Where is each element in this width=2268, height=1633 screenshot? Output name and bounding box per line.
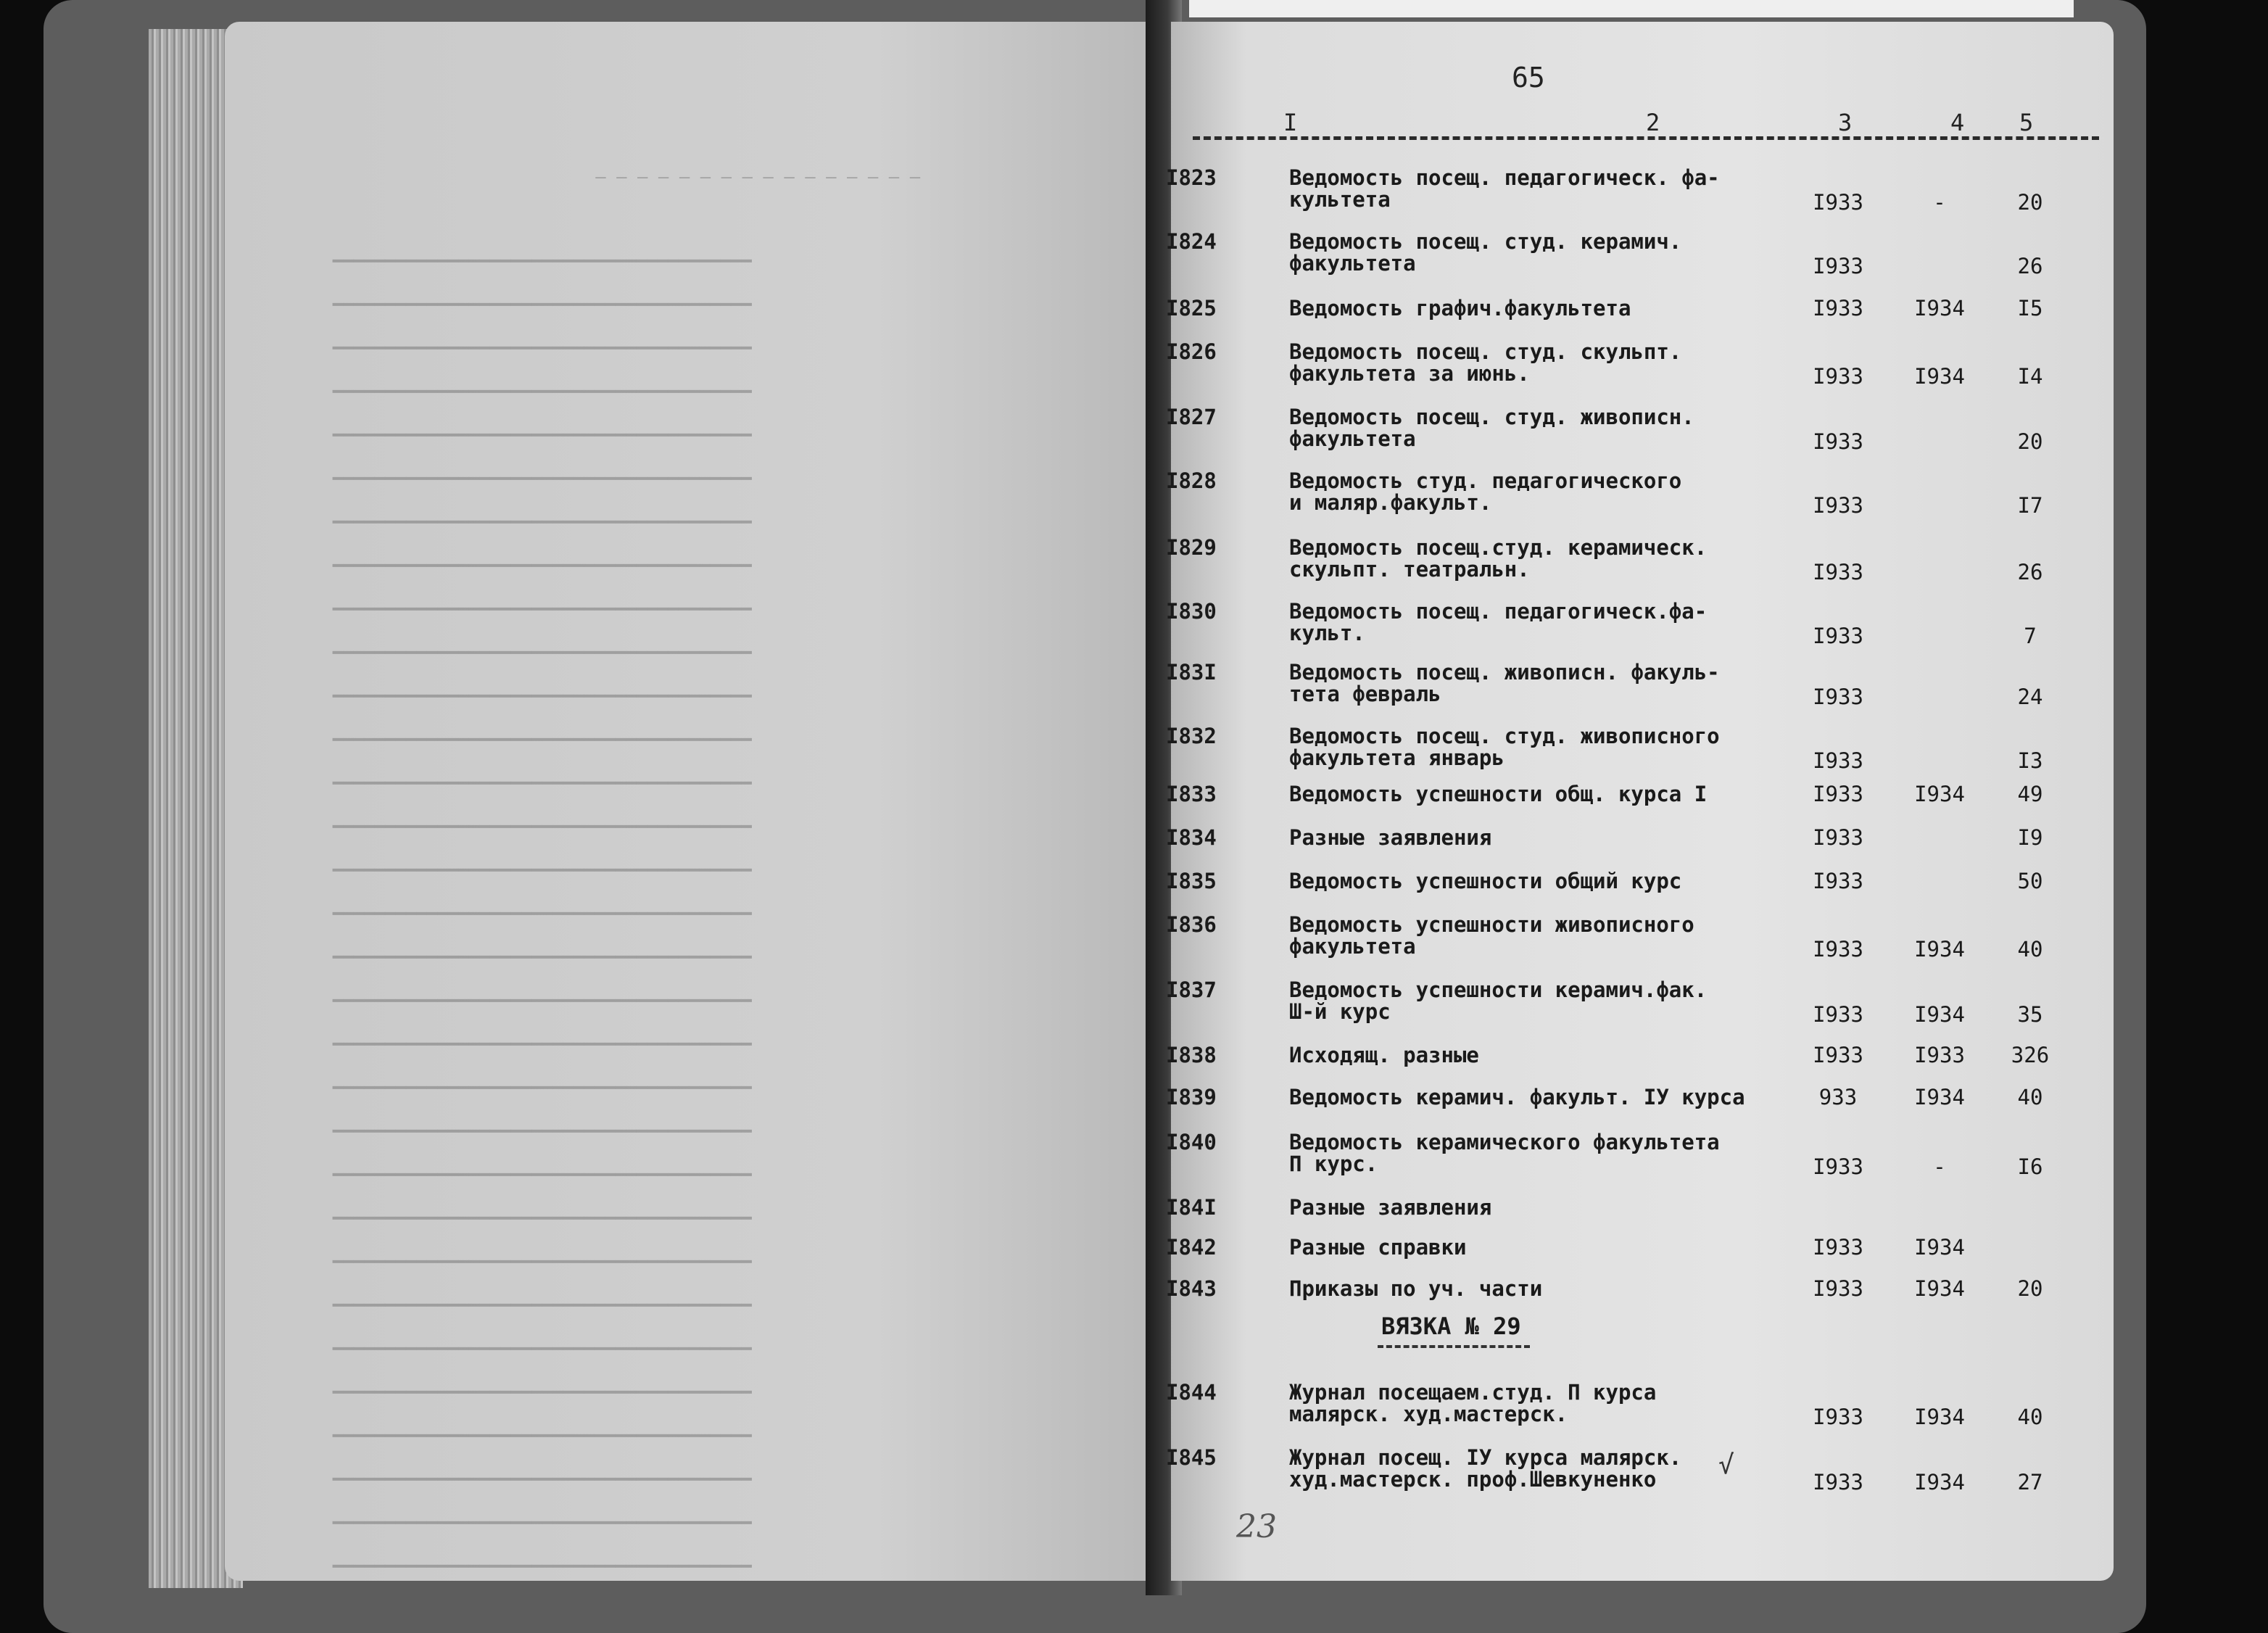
year-start: I933 (1813, 748, 1863, 773)
item-title: Исходящ. разные (1289, 1043, 1479, 1067)
year-start: I933 (1813, 1235, 1863, 1260)
item-title: Ведомость керамического факультета П курс. (1289, 1130, 1720, 1176)
sheet-count: 20 (2017, 429, 2043, 454)
item-title: Ведомость посещ. студ. живописного факультета январь (1289, 724, 1720, 770)
page-number: 65 (1512, 62, 1545, 94)
item-number: I83I (1166, 660, 1217, 685)
year-end: I934 (1914, 1276, 1965, 1301)
year-end: I934 (1914, 1085, 1965, 1109)
item-title: Ведомость успешности общ. курса I (1289, 782, 1708, 806)
item-number: I843 (1166, 1276, 1217, 1301)
item-title: Журнал посещ. IУ курса малярск. худ.мастерск. проф.Шевкуненко (1289, 1445, 1682, 1492)
item-title: Ведомость графич.факультета (1289, 296, 1631, 321)
item-title: Ведомость студ. педагогического и маляр.факульт. (1289, 468, 1682, 515)
item-title: Ведомость успешности керамич.фак. Ш-й курс (1289, 977, 1708, 1024)
sheet-count: 49 (2017, 782, 2043, 806)
column-header-3: 3 (1838, 109, 1853, 136)
item-number: I836 (1166, 912, 1217, 937)
item-title: Ведомость керамич. факульт. IУ курса (1289, 1085, 1745, 1109)
item-title: Журнал посещаем.студ. П курса малярск. худ.мастерск. (1289, 1380, 1657, 1426)
left-page-bleedthrough: ‒ ‒ ‒ ‒ ‒ ‒ ‒ ‒ ‒ ‒ ‒ ‒ ‒ ‒ ‒ ‒ ━━━━━━━━━━━━━━━━━━━━━━━━━━━━━━━━━━━━━━━━ ━━━━━━━━━━━━━━━━━━━━━━━━━━━━━━━━━━━━━━━━ ━━━━━━━━━━━━━━━━━━━━━━━━━━━━━━━━━━━━━━━━ ━━━━━━━━━━━━━━━━━━━━━━━━━━━━━━━━━━━━━━━━ ━━━━━━━━━━━━━━━━━━━━━━━━━━━━━━━━━━━━━━━━ ━━━━━━━━━━━━━━━━━━━━━━━━━━━━━━━━━━━━━━━━ ━━━━━━━━━━━━━━━━━━━━━━━━━━━━━━━━━━━━━━━━ ━━━━━━━━━━━━━━━━━━━━━━━━━━━━━━━━━━━━━━━━ ━━━━━━━━━━━━━━━━━━━━━━━━━━━━━━━━━━━━━━━━ ━━━━━━━━━━━━━━━━━━━━━━━━━━━━━━━━━━━━━━━━ ━━━━━━━━━━━━━━━━━━━━━━━━━━━━━━━━━━━━━━━━ ━━━━━━━━━━━━━━━━━━━━━━━━━━━━━━━━━━━━━━━━ ━━━━━━━━━━━━━━━━━━━━━━━━━━━━━━━━━━━━━━━━ ━━━━━━━━━━━━━━━━━━━━━━━━━━━━━━━━━━━━━━━━ ━━━━━━━━━━━━━━━━━━━━━━━━━━━━━━━━━━━━━━━━ ━━━━━━━━━━━━━━━━━━━━━━━━━━━━━━━━━━━━━━━━ ━━━━━━━━━━━━━━━━━━━━━━━━━━━━━━━━━━━━━━━━ ━━━━━━━━━━━━━━━━━━━━━━━━━━━━━━━━━━━━━━━━ ━━━━━━━━━━━━━━━━━━━━━━━━━━━━━━━━━━━━━━━━ ━━━━━━━━━━━━━━━━━━━━━━━━━━━━━━━━━━━━━━━━ ━━━━━━━━━━━━━━━━━━━━━━━━━━━━━━━━━━━━━━━━ ━━━━━━━━━━━━━━━━━━━━━━━━━━━━━━━━━━━━━━━━ ━━━━━━━━━━━━━━━━━━━━━━━━━━━━━━━━━━━━━━━━ ━━━━━━━━━━━━━━━━━━━━━━━━━━━━━━━━━━━━━━━━ ━━━━━━━━━━━━━━━━━━━━━━━━━━━━━━━━━━━━━━━━ ━━━━━━━━━━━━━━━━━━━━━━━━━━━━━━━━━━━━━━━━ ━━━━━━━━━━━━━━━━━━━━━━━━━━━━━━━━━━━━━━━━ ━━━━━━━━━━━━━━━━━━━━━━━━━━━━━━━━━━━━━━━━ ━━━━━━━━━━━━━━━━━━━━━━━━━━━━━━━━━━━━━━━━ ━━━━━━━━━━━━━━━━━━━━━━━━━━━━━━━━━━━━━━━━ ━━━━━━━━━━━━━━━━━━━━━━━━━━━━━━━━━━━━━━━━ (225, 22, 1153, 1581)
item-title: Разные справки (1289, 1235, 1467, 1260)
column-header-5: 5 (2019, 109, 2034, 136)
year-start: I933 (1813, 937, 1863, 962)
column-header-4: 4 (1950, 109, 1965, 136)
item-number: I844 (1166, 1380, 1217, 1405)
paper-strip (1189, 0, 2074, 17)
sheet-count: 26 (2017, 560, 2043, 584)
year-end: I934 (1914, 1470, 1965, 1494)
item-number: I833 (1166, 782, 1217, 806)
item-number: I823 (1166, 165, 1217, 190)
item-title: Приказы по уч. части (1289, 1276, 1543, 1301)
column-header-2: 2 (1646, 109, 1660, 136)
section-heading: ВЯЗКА № 29 (1381, 1312, 1521, 1340)
year-start: I933 (1813, 190, 1863, 215)
sheet-count: I4 (2017, 364, 2043, 389)
handwritten-note: 23 (1236, 1508, 1277, 1545)
sheet-count: 40 (2017, 937, 2043, 962)
section-underline (1378, 1345, 1530, 1348)
item-title: Ведомость посещ. студ. живописн. факультета (1289, 405, 1694, 451)
year-start: I933 (1813, 493, 1863, 518)
year-start: I933 (1813, 1043, 1863, 1067)
item-number: I837 (1166, 977, 1217, 1002)
year-end: I934 (1914, 1235, 1965, 1260)
item-title: Ведомость посещ. студ. керамич. факультета (1289, 229, 1682, 276)
year-end: I934 (1914, 937, 1965, 962)
sheet-count: 40 (2017, 1085, 2043, 1109)
item-number: I829 (1166, 535, 1217, 560)
sheet-count: I9 (2017, 825, 2043, 850)
year-end: - (1933, 190, 1946, 215)
year-end: - (1933, 1154, 1946, 1179)
year-end: I934 (1914, 1405, 1965, 1429)
year-start: I933 (1813, 624, 1863, 648)
item-number: I839 (1166, 1085, 1217, 1109)
sheet-count: 35 (2017, 1002, 2043, 1027)
year-start: I933 (1813, 869, 1863, 893)
year-start: I933 (1813, 296, 1863, 321)
year-start: I933 (1813, 429, 1863, 454)
year-start: I933 (1813, 1002, 1863, 1027)
year-start: 933 (1818, 1085, 1858, 1109)
sheet-count: I7 (2017, 493, 2043, 518)
item-number: I825 (1166, 296, 1217, 321)
item-title: Ведомость успешности живописного факультета (1289, 912, 1694, 959)
item-number: I832 (1166, 724, 1217, 748)
sheet-count: I3 (2017, 748, 2043, 773)
year-end: I934 (1914, 782, 1965, 806)
sheet-count: 50 (2017, 869, 2043, 893)
year-end: I934 (1914, 364, 1965, 389)
item-number: I827 (1166, 405, 1217, 429)
item-title: Ведомость посещ. педагогическ.фа- культ. (1289, 599, 1708, 645)
sheet-count: 20 (2017, 1276, 2043, 1301)
item-number: I838 (1166, 1043, 1217, 1067)
item-number: I826 (1166, 339, 1217, 364)
item-number: I842 (1166, 1235, 1217, 1260)
sheet-count: 26 (2017, 254, 2043, 278)
sheet-count: 326 (2011, 1043, 2050, 1067)
year-start: I933 (1813, 560, 1863, 584)
sheet-count: I6 (2017, 1154, 2043, 1179)
item-number: I845 (1166, 1445, 1217, 1470)
item-number: I835 (1166, 869, 1217, 893)
item-title: Ведомость успешности общий курс (1289, 869, 1682, 893)
item-title: Ведомость посещ. педагогическ. фа- культета (1289, 165, 1720, 212)
year-start: I933 (1813, 1276, 1863, 1301)
year-start: I933 (1813, 1470, 1863, 1494)
sheet-count: 27 (2017, 1470, 2043, 1494)
year-start: I933 (1813, 1405, 1863, 1429)
year-start: I933 (1813, 782, 1863, 806)
item-number: I84I (1166, 1195, 1217, 1220)
year-start: I933 (1813, 364, 1863, 389)
sheet-count: 20 (2017, 190, 2043, 215)
sheet-count: 7 (2024, 624, 2037, 648)
year-end: I934 (1914, 1002, 1965, 1027)
header-dashed-rule (1193, 136, 2099, 140)
item-title: Ведомость посещ. студ. скульпт. факультета за июнь. (1289, 339, 1682, 386)
sheet-count: 24 (2017, 685, 2043, 709)
check-mark: √ (1718, 1450, 1734, 1480)
item-number: I830 (1166, 599, 1217, 624)
item-title: Разные заявления (1289, 1195, 1492, 1220)
item-title: Ведомость посещ. живописн. факуль- тета февраль (1289, 660, 1720, 706)
year-start: I933 (1813, 825, 1863, 850)
year-start: I933 (1813, 1154, 1863, 1179)
year-start: I933 (1813, 685, 1863, 709)
item-title: Разные заявления (1289, 825, 1492, 850)
item-number: I834 (1166, 825, 1217, 850)
year-end: I933 (1914, 1043, 1965, 1067)
sheet-count: 40 (2017, 1405, 2043, 1429)
item-number: I840 (1166, 1130, 1217, 1154)
item-title: Ведомость посещ.студ. керамическ. скульпт. театральн. (1289, 535, 1708, 582)
year-end: I934 (1914, 296, 1965, 321)
year-start: I933 (1813, 254, 1863, 278)
item-number: I824 (1166, 229, 1217, 254)
sheet-count: I5 (2017, 296, 2043, 321)
item-number: I828 (1166, 468, 1217, 493)
column-header-1: I (1283, 109, 1298, 136)
